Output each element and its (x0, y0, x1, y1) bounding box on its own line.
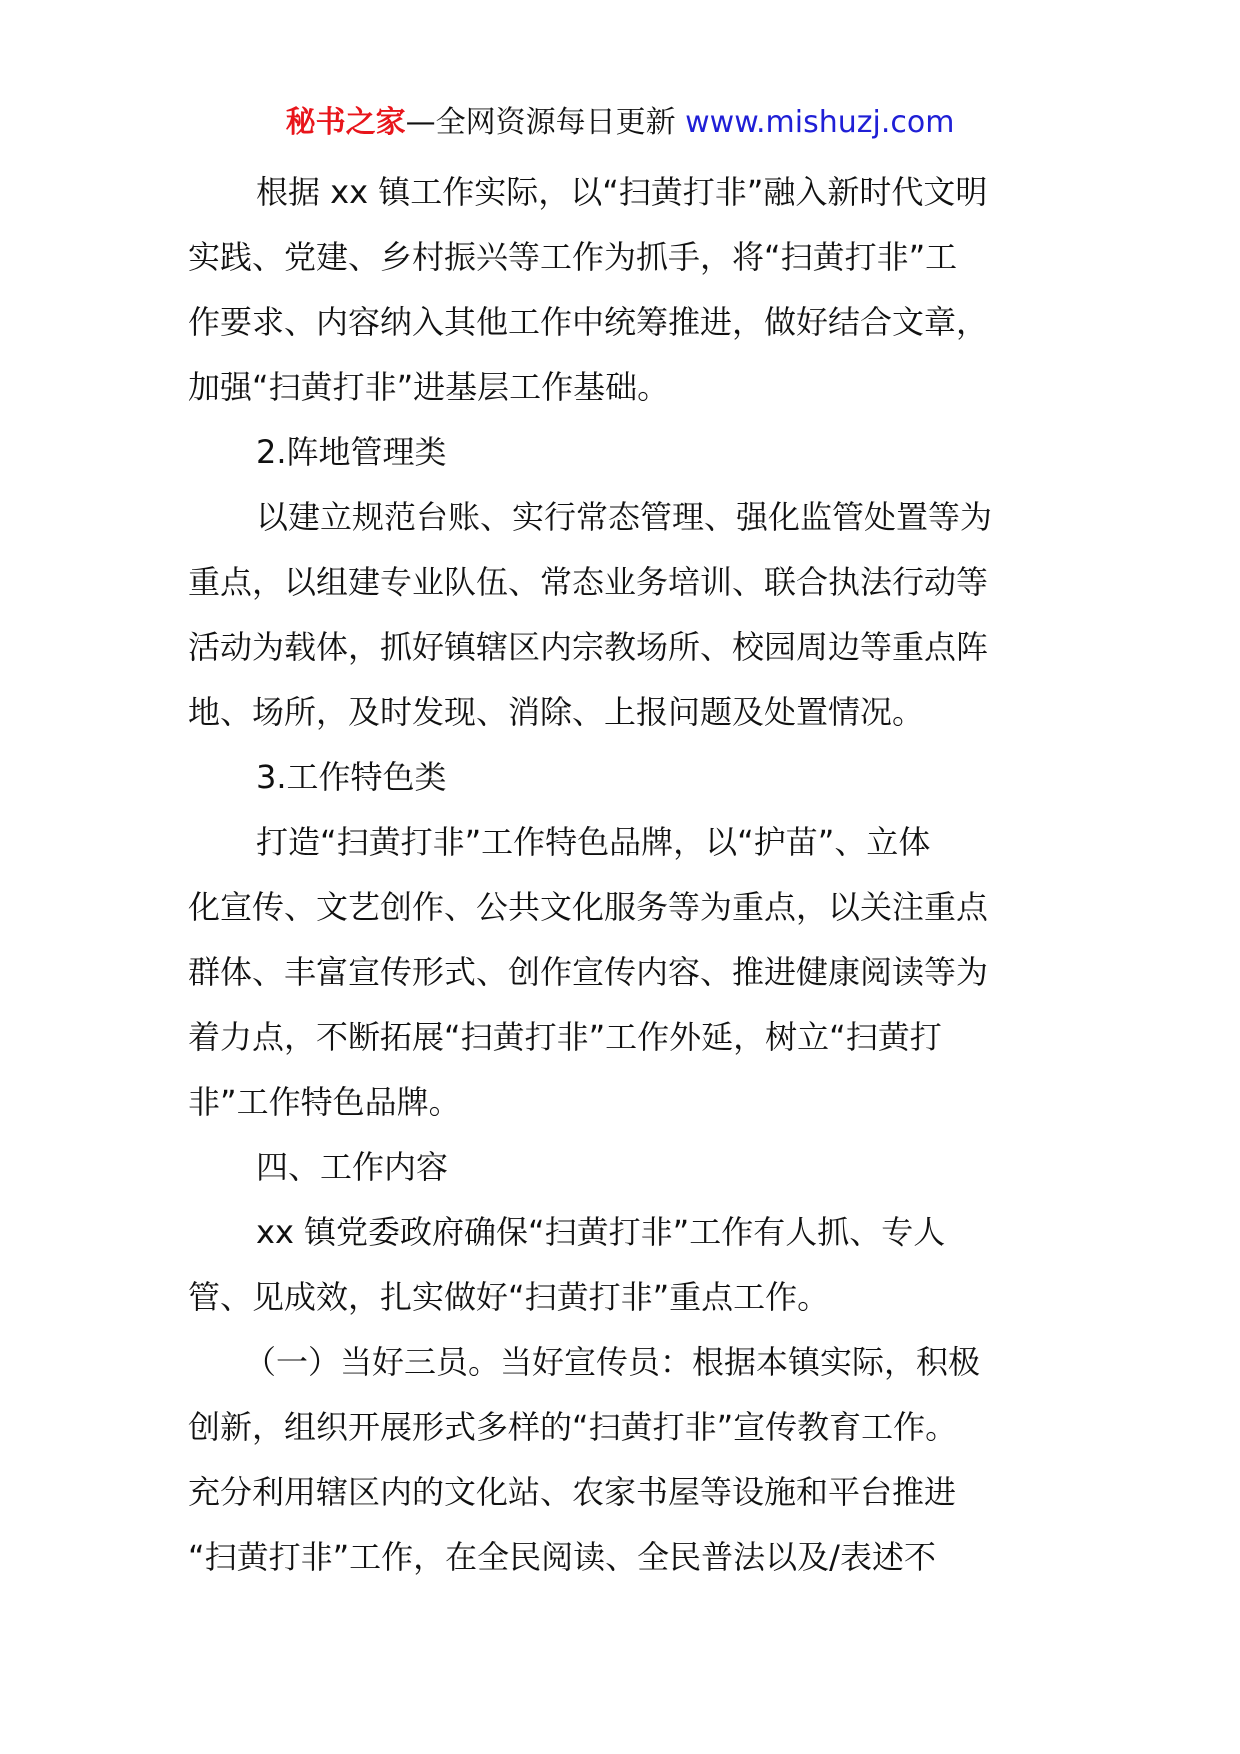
paragraph-work-features (188, 810, 1050, 1135)
text-line: 创新，组织开展形式多样的“扫黄打非”宣传教育工作。 (188, 1408, 958, 1446)
heading-text: 四、工作内容 (256, 1148, 449, 1186)
text-line: 根据 xx 镇工作实际，以“扫黄打非”融入新时代文明 (256, 173, 988, 211)
brand-name: 秘书之家 (285, 105, 406, 140)
text-line: 充分利用辖区内的文化站、农家书屋等设施和平台推进 (188, 1473, 957, 1511)
text-line: 加强“扫黄打非”进基层工作基础。 (188, 368, 670, 406)
text-line: 活动为载体，抓好镇辖区内宗教场所、校园周边等重点阵 (188, 628, 989, 666)
text-line: 非”工作特色品牌。 (188, 1083, 461, 1121)
text-line: 实践、党建、乡村振兴等工作为抓手，将“扫黄打非”工 (188, 238, 958, 276)
text-line: 打造“扫黄打非”工作特色品牌，以“护苗”、立体 (256, 823, 931, 861)
section-heading (188, 1135, 1050, 1200)
paragraph-work-content (188, 1200, 1050, 1330)
text-line: （一）当好三员。当好宣传员：根据本镇实际，积极 (244, 1343, 981, 1381)
text-line: 地、场所，及时发现、消除、上报问题及处置情况。 (188, 693, 925, 731)
section-heading (188, 420, 1050, 485)
text-line: 重点，以组建专业队伍、常态业务培训、联合执法行动等 (188, 563, 989, 601)
text-line: “扫黄打非”工作，在全民阅读、全民普法以及/表述不 (188, 1538, 936, 1576)
page-header (0, 100, 1240, 146)
header-tagline: —全网资源每日更新 (405, 105, 676, 140)
website-link[interactable]: www.mishuzj.com (685, 105, 955, 140)
text-line: 管、见成效，扎实做好“扫黄打非”重点工作。 (188, 1278, 830, 1316)
text-line: 着力点，不断拓展“扫黄打非”工作外延，树立“扫黄打 (188, 1018, 942, 1056)
document-body (188, 160, 1050, 1590)
paragraph-position-management (188, 485, 1050, 745)
text-line: 作要求、内容纳入其他工作中统筹推进，做好结合文章， (188, 303, 989, 341)
paragraph-three-roles (188, 1330, 1050, 1590)
heading-text: 3.工作特色类 (256, 758, 447, 796)
paragraph-intro (188, 160, 1050, 420)
text-line: 化宣传、文艺创作、公共文化服务等为重点，以关注重点 (188, 888, 989, 926)
heading-text: 2.阵地管理类 (256, 433, 447, 471)
text-line: 群体、丰富宣传形式、创作宣传内容、推进健康阅读等为 (188, 953, 989, 991)
text-line: xx 镇党委政府确保“扫黄打非”工作有人抓、专人 (256, 1213, 946, 1251)
text-line: 以建立规范台账、实行常态管理、强化监管处置等为 (256, 498, 993, 536)
section-heading (188, 745, 1050, 810)
